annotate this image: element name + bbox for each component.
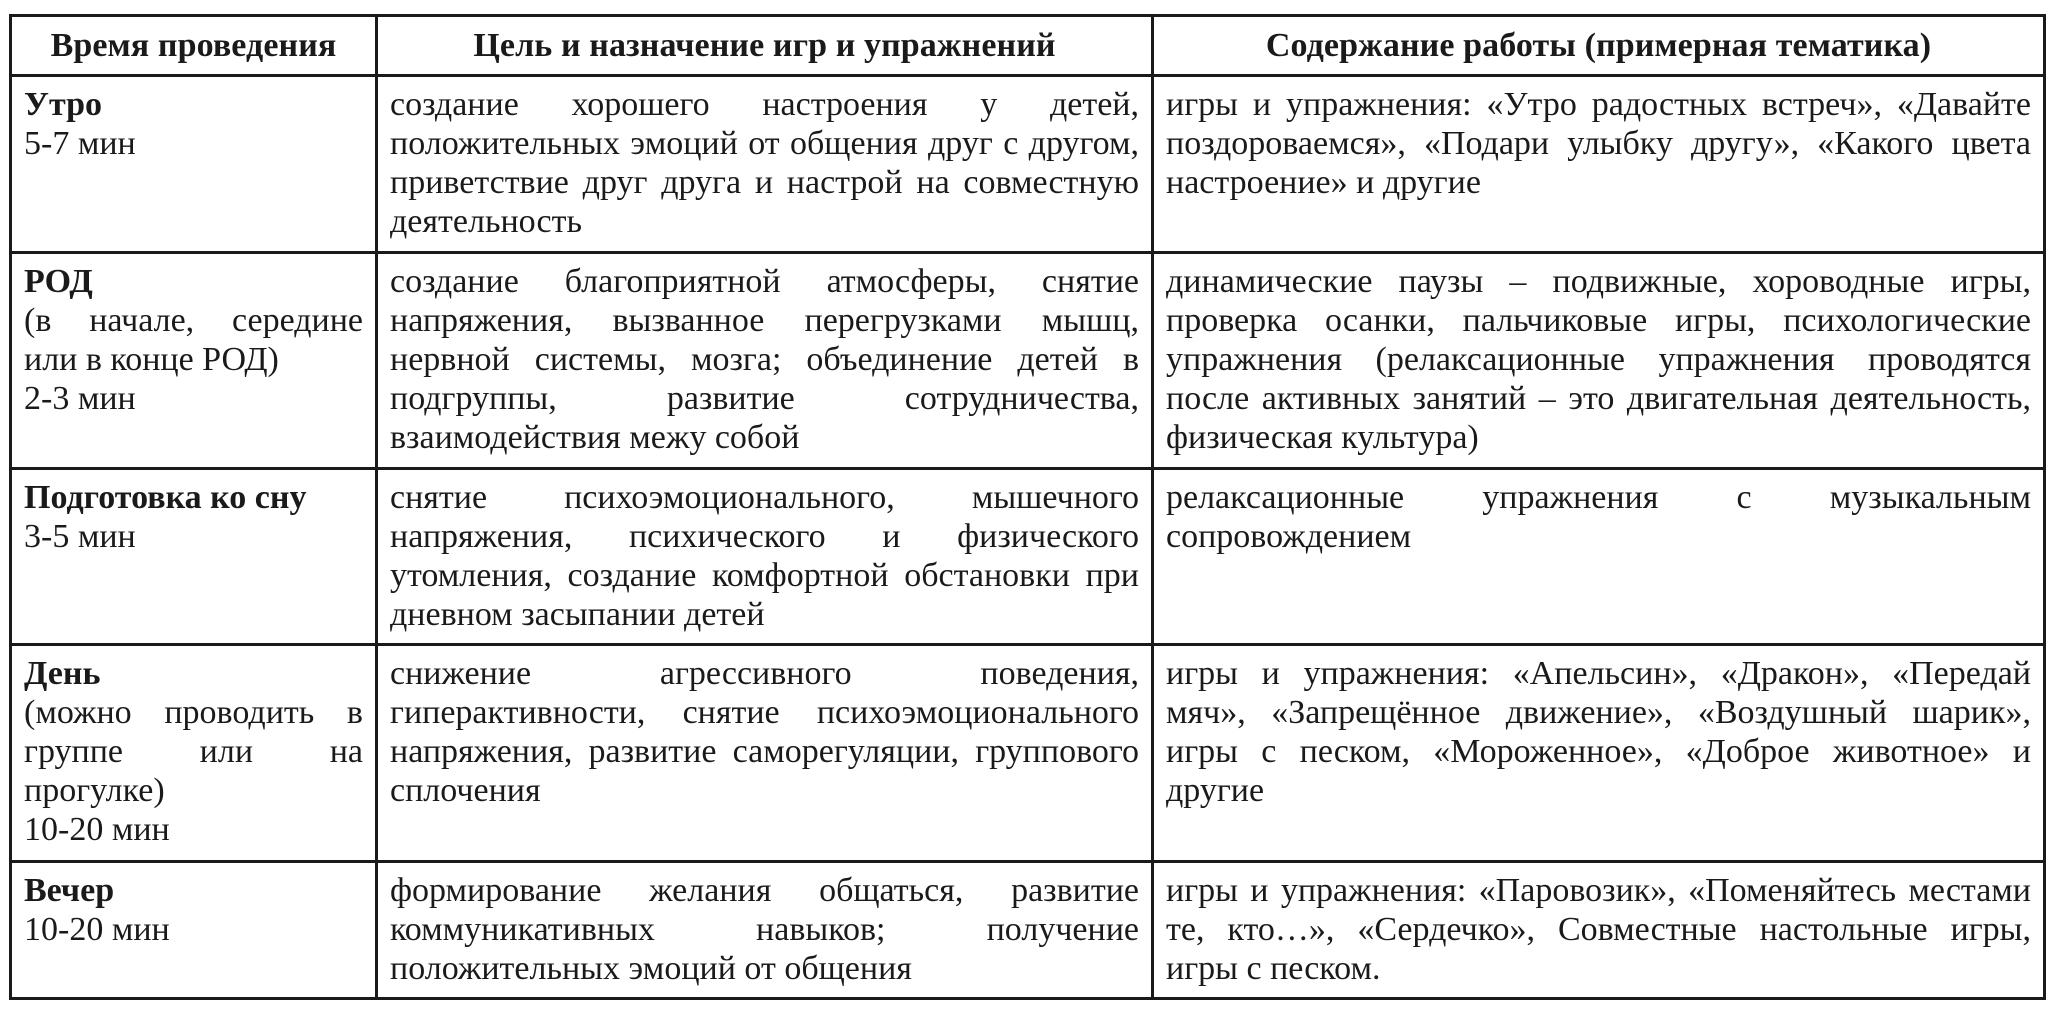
content-cell [1153, 253, 2045, 469]
period-duration: 10-20 мин [24, 811, 170, 848]
goal-cell [377, 76, 1153, 253]
content-text: игры и упражнения: «Апельсин», «Дракон», «Передай мяч», «Запрещённое движение», «Воздушный шарик», игры с песком, «Мороженное», «Доброе животное» и другие [1166, 655, 2031, 809]
header-time: Время проведения [11, 16, 377, 76]
table-header-row [11, 16, 2045, 76]
time-cell [11, 76, 377, 253]
table-row [11, 76, 2045, 253]
period-name: Вечер [24, 872, 115, 909]
content-text: релаксационные упражнения с музыкальным сопровождением [1166, 479, 2031, 555]
table-row [11, 469, 2045, 645]
goal-text: формирование желания общаться, развитие коммуникативных навыков; получение положительных эмоций от общения [390, 872, 1139, 987]
time-cell [11, 862, 377, 999]
period-note: (в начале, середине или в конце РОД) [24, 302, 363, 378]
table-row [11, 645, 2045, 862]
period-note: (можно проводить в группе или на прогулке) [24, 694, 363, 809]
period-duration: 5-7 мин [24, 125, 136, 162]
header-goal: Цель и назначение игр и упражнений [377, 16, 1153, 76]
goal-cell [377, 862, 1153, 999]
goal-cell [377, 645, 1153, 862]
content-cell [1153, 862, 2045, 999]
period-name: Утро [24, 86, 102, 123]
goal-cell [377, 469, 1153, 645]
period-duration: 3-5 мин [24, 518, 136, 555]
period-duration: 10-20 мин [24, 911, 170, 948]
period-name: РОД [24, 263, 93, 300]
content-cell [1153, 76, 2045, 253]
period-name: День [24, 655, 101, 692]
content-text: игры и упражнения: «Паровозик», «Поменяйтесь местами те, кто…», «Сердечко», Совместные настольные игры, игры с песком. [1166, 872, 2031, 987]
time-cell [11, 469, 377, 645]
content-cell [1153, 469, 2045, 645]
time-cell [11, 645, 377, 862]
content-cell [1153, 645, 2045, 862]
content-text: динамические паузы – подвижные, хороводные игры, проверка осанки, пальчиковые игры, психологические упражнения (релаксационные упражнения проводятся после активных занятий – это двигательная деятельность, физическая культура) [1166, 263, 2031, 456]
goal-text: создание благоприятной атмосферы, снятие напряжения, вызванное перегрузками мышц, нервной системы, мозга; объединение детей в подгруппы, развитие сотрудничества, взаимодействия межу собой [390, 263, 1139, 456]
time-cell [11, 253, 377, 469]
goal-text: снятие психоэмоционального, мышечного напряжения, психического и физического утомления, создание комфортной обстановки при дневном засыпании детей [390, 479, 1139, 633]
goal-cell [377, 253, 1153, 469]
table-row [11, 253, 2045, 469]
table-row [11, 862, 2045, 999]
content-text: игры и упражнения: «Утро радостных встреч», «Давайте поздороваемся», «Подари улыбку другу», «Какого цвета настроение» и другие [1166, 86, 2031, 201]
period-duration: 2-3 мин [24, 380, 136, 417]
period-name: Подготовка ко сну [24, 479, 307, 516]
goal-text: снижение агрессивного поведения, гиперактивности, снятие психоэмоционального напряжения, развитие саморегуляции, группового сплочения [390, 655, 1139, 809]
header-content: Содержание работы (примерная тематика) [1153, 16, 2045, 76]
goal-text: создание хорошего настроения у детей, положительных эмоций от общения друг с другом, приветствие друг друга и настрой на совместную деятельность [390, 86, 1139, 240]
schedule-table [9, 14, 2046, 1000]
